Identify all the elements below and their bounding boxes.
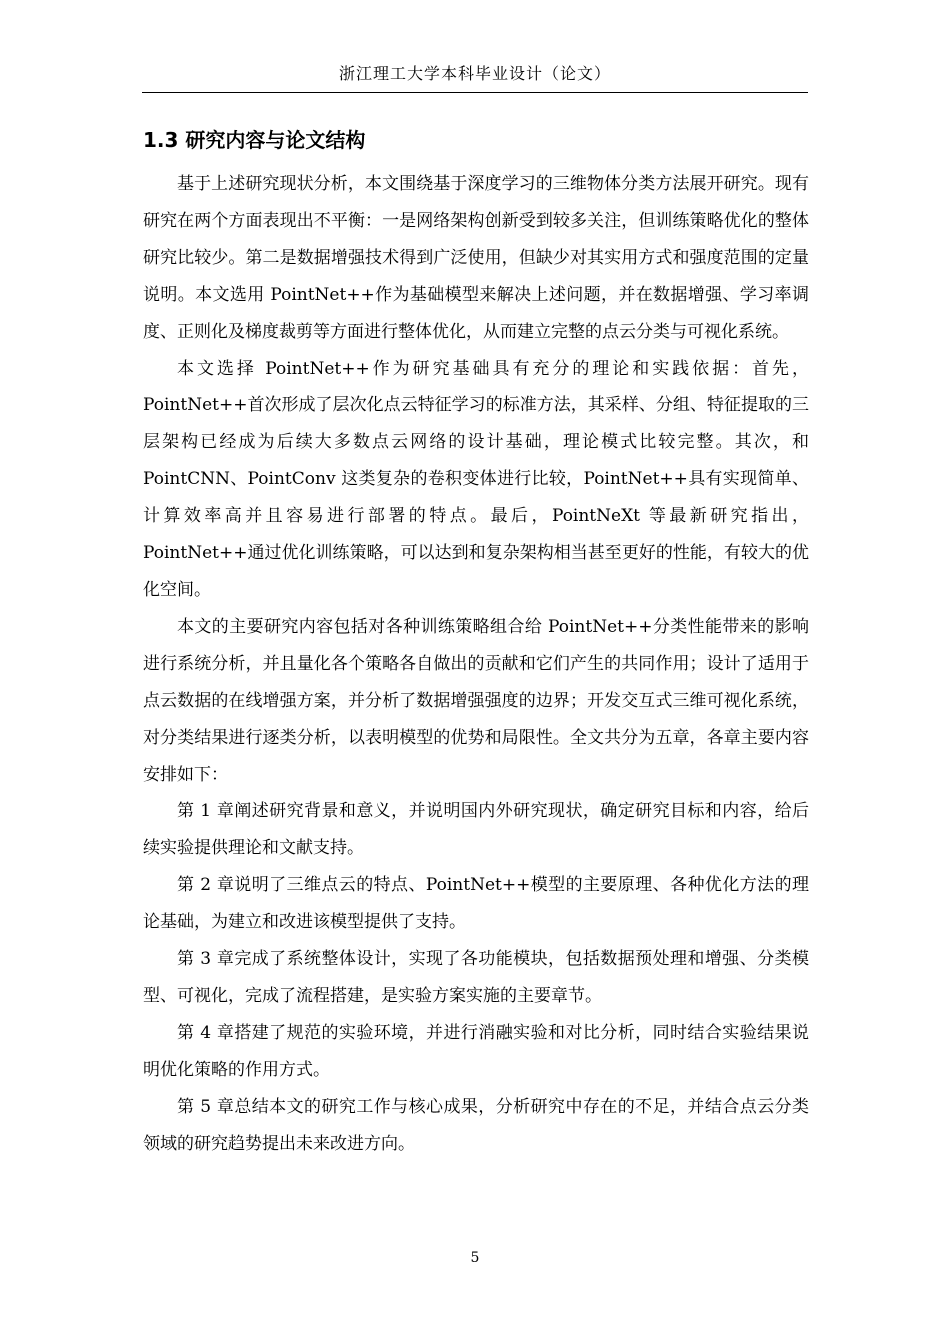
paragraph-model-choice: 本文选择 PointNet++作为研究基础具有充分的理论和实践依据：首先，PointNet++首次形成了层次化点云特征学习的标准方法，其采样、分组、特征提取的三层架构已经成为后续大多数点云网络的设计基础，理论模式比较完整。其次，和 PointCNN、PointConv 这类复杂的卷积变体进行比较，PointNet++具有实现简单、计算效率高并且容易进行部署的特点。最后，PointNeXt 等最新研究指出，PointNet++通过优化训练策略，可以达到和复杂架构相当甚至更好的性能，有较大的优化空间。: [143, 358, 809, 600]
paragraph-main-content: 本文的主要研究内容包括对各种训练策略组合给 PointNet++分类性能带来的影响进行系统分析，并且量化各个策略各自做出的贡献和它们产生的共同作用；设计了适用于点云数据的在线增强方案，并分析了数据增强强度的边界；开发交互式三维可视化系统，对分类结果进行逐类分析，以表明模型的优势和局限性。全文共分为五章，各章主要内容安排如下：: [143, 616, 809, 785]
paragraph-chapter-1: 第 1 章阐述研究背景和意义，并说明国内外研究现状，确定研究目标和内容，给后续实验提供理论和文献支持。: [143, 801, 809, 859]
page-number: 5: [470, 1250, 480, 1266]
main-content: [143, 122, 809, 1162]
page-header: 浙江理工大学本科毕业设计（论文）: [142, 60, 808, 93]
section-heading: 1.3 研究内容与论文结构: [143, 128, 366, 152]
paragraph-chapter-3: 第 3 章完成了系统整体设计，实现了各功能模块，包括数据预处理和增强、分类模型、可视化，完成了流程搭建，是实验方案实施的主要章节。: [143, 949, 809, 1006]
paragraph-research-overview: 基于上述研究现状分析，本文围绕基于深度学习的三维物体分类方法展开研究。现有研究在两个方面表现出不平衡：一是网络架构创新受到较多关注，但训练策略优化的整体研究比较少。第二是数据增强技术得到广泛使用，但缺少对其实用方式和强度范围的定量说明。本文选用 PointNet++作为基础模型来解决上述问题，并在数据增强、学习率调度、正则化及梯度裁剪等方面进行整体优化，从而建立完整的点云分类与可视化系统。: [143, 174, 809, 342]
paragraph-chapter-2: 第 2 章说明了三维点云的特点、PointNet++模型的主要原理、各种优化方法的理论基础，为建立和改进该模型提供了支持。: [143, 875, 809, 933]
paragraph-chapter-4: 第 4 章搭建了规范的实验环境，并进行消融实验和对比分析，同时结合实验结果说明优化策略的作用方式。: [143, 1022, 809, 1080]
paragraph-chapter-5: 第 5 章总结本文的研究工作与核心成果，分析研究中存在的不足，并结合点云分类领域的研究趋势提出未来改进方向。: [143, 1096, 809, 1154]
